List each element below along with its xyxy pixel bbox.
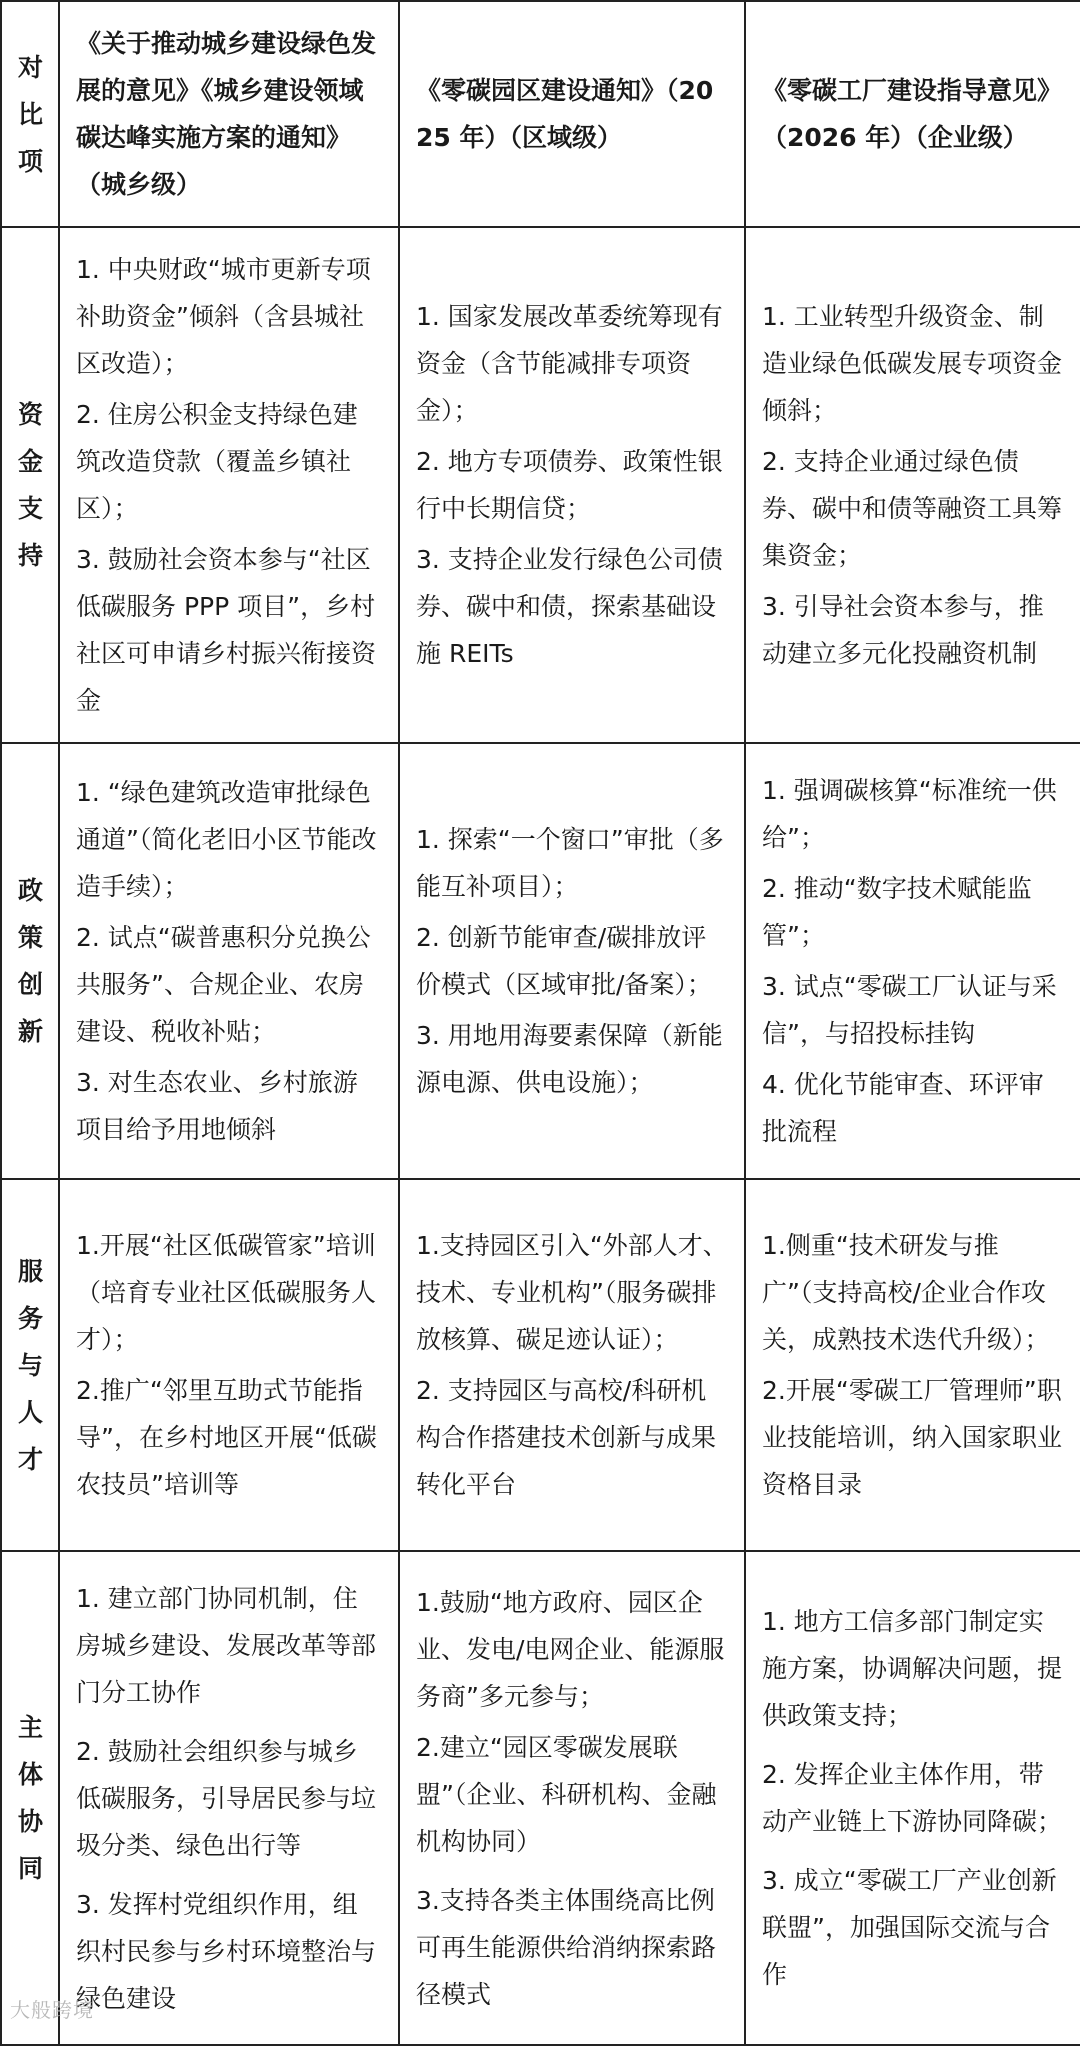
- row-header-char: 新: [18, 1017, 44, 1046]
- cell-collaboration-urban-rural: [59, 1551, 399, 2045]
- row-header-char: 同: [18, 1854, 44, 1883]
- corner-header: [1, 1, 59, 227]
- row-header-policy: [1, 743, 59, 1179]
- list-item: 2.开展“零碳工厂管理师”职业技能培训，纳入国家职业资格目录: [762, 1376, 1063, 1499]
- cell-funding-factory: [745, 227, 1080, 743]
- list-item: 1.开展“社区低碳管家”培训（培育专业社区低碳服务人才）；: [76, 1231, 377, 1354]
- cell-policy-zone: [399, 743, 745, 1179]
- cell-funding-zone: [399, 227, 745, 743]
- list-item: 1. 探索“一个窗口”审批（多能互补项目）；: [416, 825, 724, 901]
- header-row: [1, 1, 1080, 227]
- list-item: 2. 创新节能审查/碳排放评价模式（区域审批/备案）；: [416, 923, 712, 999]
- table-row-service-talent: [1, 1179, 1080, 1551]
- table-row-policy: [1, 743, 1080, 1179]
- column-header-factory: 《零碳工厂建设指导意见》（2026 年）（企业级）: [745, 1, 1080, 227]
- row-header-char: 主: [18, 1713, 44, 1742]
- cell-funding-urban-rural: [59, 227, 399, 743]
- cell-collaboration-factory: [745, 1551, 1080, 2045]
- list-item: 2.建立“园区零碳发展联盟”（企业、科研机构、金融机构协同）: [416, 1732, 717, 1856]
- list-item: 3. 引导社会资本参与，推动建立多元化投融资机制: [762, 592, 1044, 668]
- list-item: 1. 国家发展改革委统筹现有资金（含节能减排专项资金）；: [416, 302, 723, 425]
- cell-policy-urban-rural: [59, 743, 399, 1179]
- list-item: 2.推广“邻里互助式节能指导”，在乡村地区开展“低碳农技员”培训等: [76, 1376, 377, 1499]
- list-item: 2. 地方专项债券、政策性银行中长期信贷；: [416, 447, 723, 523]
- watermark: 大般跨境: [10, 1998, 94, 2022]
- corner-char: 对: [18, 52, 44, 82]
- row-header-char: 持: [18, 541, 44, 570]
- list-item: 1. 工业转型升级资金、制造业绿色低碳发展专项资金倾斜；: [762, 302, 1063, 425]
- list-item: 2. 支持企业通过绿色债券、碳中和债等融资工具筹集资金；: [762, 447, 1063, 570]
- list-item: 3.支持各类主体围绕高比例可再生能源供给消纳探索路径模式: [416, 1885, 717, 2009]
- list-item: 1. 强调碳核算“标准统一供给”；: [762, 776, 1057, 852]
- row-header-char: 金: [18, 447, 44, 476]
- column-header-urban-rural: 《关于推动城乡建设绿色发展的意见》《城乡建设领域碳达峰实施方案的通知》（城乡级）: [59, 1, 399, 227]
- cell-policy-factory: [745, 743, 1080, 1179]
- cell-service-factory: [745, 1179, 1080, 1551]
- list-item: 2. 住房公积金支持绿色建筑改造贷款（覆盖乡镇社区）；: [76, 400, 358, 523]
- table-row-collaboration: [1, 1551, 1080, 2045]
- list-item: 1. 中央财政“城市更新专项补助资金”倾斜（含县城社区改造）；: [76, 255, 371, 378]
- row-header-char: 资: [18, 400, 44, 429]
- row-header-collaboration: [1, 1551, 59, 2045]
- list-item: 1.鼓励“地方政府、园区企业、发电/电网企业、能源服务商”多元参与；: [416, 1587, 725, 1711]
- row-header-char: 才: [18, 1444, 44, 1474]
- list-item: 1. 地方工信多部门制定实施方案，协调解决问题，提供政策支持；: [762, 1607, 1063, 1730]
- table-row-funding: [1, 227, 1080, 743]
- corner-char: 项: [18, 146, 44, 176]
- list-item: 2. 发挥企业主体作用，带动产业链上下游协同降碳；: [762, 1760, 1063, 1836]
- list-item: 1. 建立部门协同机制，住房城乡建设、发展改革等部门分工协作: [76, 1583, 377, 1707]
- row-header-funding: [1, 227, 59, 743]
- list-item: 2. 鼓励社会组织参与城乡低碳服务，引导居民参与垃圾分类、绿色出行等: [76, 1736, 377, 1860]
- list-item: 2. 支持园区与高校/科研机构合作搭建技术创新与成果转化平台: [416, 1376, 717, 1499]
- cell-collaboration-zone: [399, 1551, 745, 2045]
- list-item: 2. 推动“数字技术赋能监管”；: [762, 874, 1032, 950]
- list-item: 3. 发挥村党组织作用，组织村民参与乡村环境整治与绿色建设: [76, 1889, 377, 2013]
- list-item: 3. 对生态农业、乡村旅游项目给予用地倾斜: [76, 1068, 358, 1144]
- row-header-char: 与: [18, 1350, 44, 1380]
- row-header-char: 人: [18, 1397, 44, 1427]
- list-item: 1.支持园区引入“外部人才、技术、专业机构”（服务碳排放核算、碳足迹认证）；: [416, 1231, 728, 1354]
- list-item: 3. 用地用海要素保障（新能源电源、供电设施）；: [416, 1021, 723, 1097]
- column-header-zone: 《零碳园区建设通知》（2025 年）（区域级）: [399, 1, 745, 227]
- row-header-char: 体: [18, 1760, 44, 1789]
- list-item: 4. 优化节能审查、环评审批流程: [762, 1070, 1044, 1146]
- row-header-char: 服: [18, 1256, 44, 1286]
- row-header-service-talent: [1, 1179, 59, 1551]
- row-header-char: 支: [18, 494, 44, 523]
- cell-service-urban-rural: [59, 1179, 399, 1551]
- list-item: 3. 鼓励社会资本参与“社区低碳服务 PPP 项目”，乡村社区可申请乡村振兴衔接资金: [76, 545, 377, 715]
- row-header-char: 务: [18, 1303, 44, 1333]
- list-item: 1.侧重“技术研发与推广”（支持高校/企业合作攻关，成熟技术迭代升级）；: [762, 1231, 1050, 1354]
- list-item: 3. 成立“零碳工厂产业创新联盟”，加强国际交流与合作: [762, 1866, 1057, 1989]
- row-header-char: 创: [18, 970, 44, 999]
- cell-service-zone: [399, 1179, 745, 1551]
- corner-char: 比: [18, 99, 44, 129]
- row-header-char: 政: [18, 876, 44, 905]
- list-item: 3. 试点“零碳工厂认证与采信”，与招投标挂钩: [762, 972, 1057, 1048]
- list-item: 3. 支持企业发行绿色公司债券、碳中和债，探索基础设施 REITs: [416, 545, 723, 668]
- list-item: 2. 试点“碳普惠积分兑换公共服务”、合规企业、农房建设、税收补贴；: [76, 923, 371, 1046]
- row-header-char: 协: [18, 1807, 44, 1836]
- list-item: 1. “绿色建筑改造审批绿色通道”（简化老旧小区节能改造手续）；: [76, 778, 377, 901]
- row-header-char: 策: [18, 923, 44, 952]
